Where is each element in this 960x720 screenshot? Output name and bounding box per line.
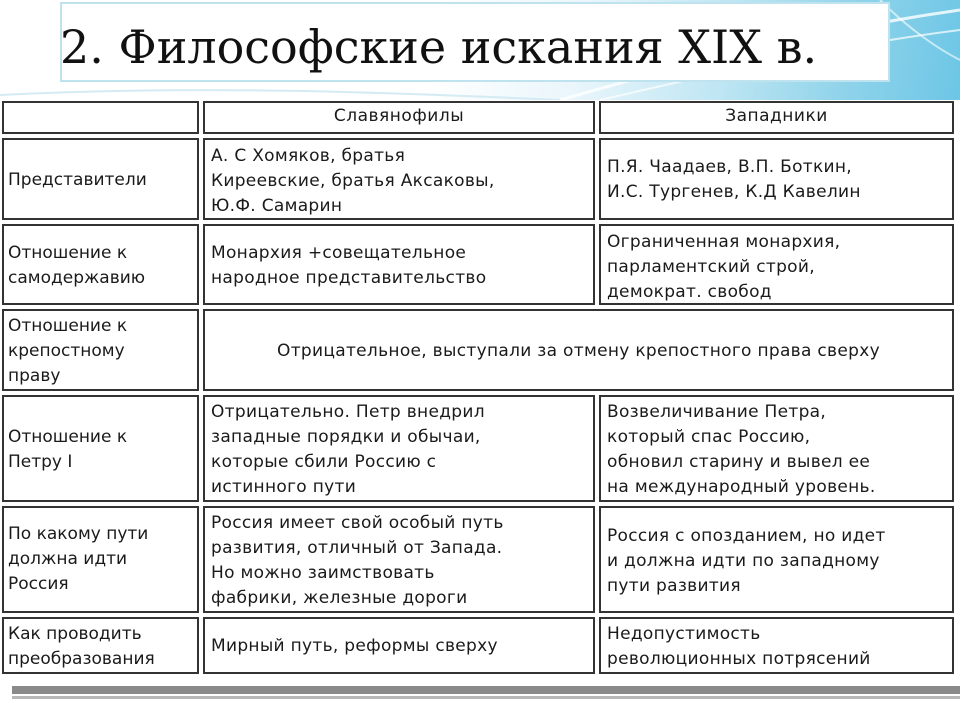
slav-transformation: Мирный путь, реформы сверху bbox=[203, 617, 595, 674]
zap-transformation: Недопустимость революционных потрясений bbox=[599, 617, 954, 674]
zap-representatives: П.Я. Чаадаев, В.П. Боткин, И.С. Тургенев, К.Д Кавелин bbox=[599, 138, 954, 220]
slav-peter: Отрицательно. Петр внедрил западные порядки и обычаи, которые сбили Россию с истинного пути bbox=[203, 395, 595, 502]
footer-bar-thin bbox=[12, 696, 960, 699]
header-westerners: Западники bbox=[599, 101, 954, 134]
row-label-path: По какому пути должна идти Россия bbox=[2, 506, 199, 613]
row-label-peter: Отношение к Петру I bbox=[2, 395, 199, 502]
row-label-representatives: Представители bbox=[2, 138, 199, 220]
slav-autocracy: Монархия +совещательное народное представительство bbox=[203, 224, 595, 305]
slav-path: Россия имеет свой особый путь развития, отличный от Запада. Но можно заимствовать фабрики, железные дороги bbox=[203, 506, 595, 613]
zap-autocracy: Ограниченная монархия, парламентский строй, демократ. свобод bbox=[599, 224, 954, 305]
zap-peter: Возвеличивание Петра, который спас Россию, обновил старину и вывел ее на международный уровень. bbox=[599, 395, 954, 502]
footer-bar bbox=[12, 686, 960, 694]
slav-representatives: А. С Хомяков, братья Киреевские, братья Аксаковы, Ю.Ф. Самарин bbox=[203, 138, 595, 220]
row-label-serfdom: Отношение к крепостному праву bbox=[2, 309, 199, 391]
zap-path: Россия с опозданием, но идет и должна идти по западному пути развития bbox=[599, 506, 954, 613]
merged-serfdom: Отрицательное, выступали за отмену крепостного права сверху bbox=[203, 309, 954, 391]
header-empty-cell bbox=[2, 101, 199, 134]
slide-title: 2. Философские искания XIX в. bbox=[60, 20, 818, 74]
row-label-autocracy: Отношение к самодержавию bbox=[2, 224, 199, 305]
row-label-transformation: Как проводить преобразования bbox=[2, 617, 199, 674]
header-slavophiles: Славянофилы bbox=[203, 101, 595, 134]
